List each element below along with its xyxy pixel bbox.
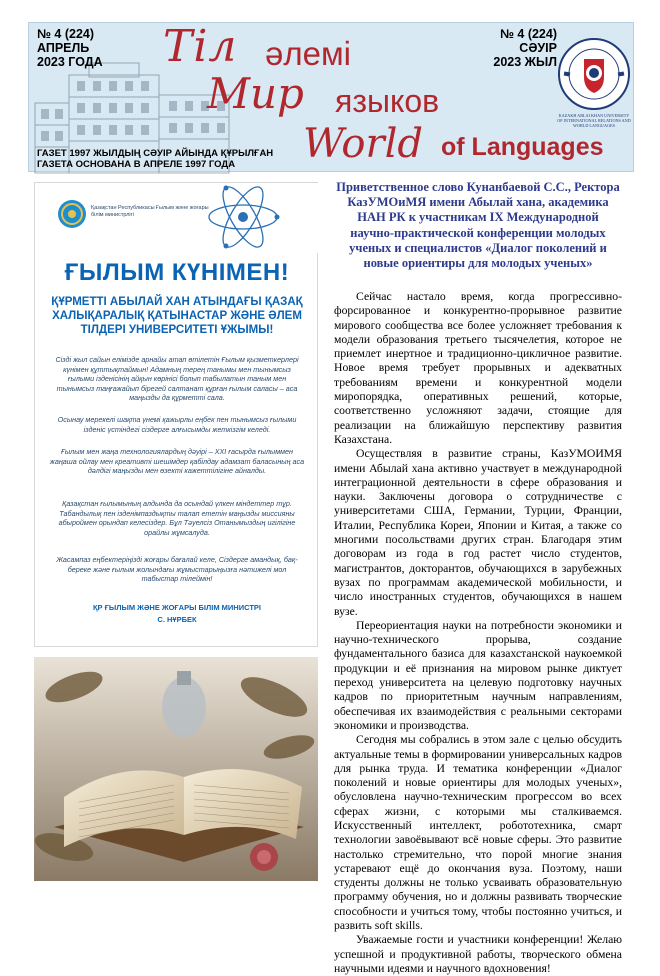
university-seal-logo [557,37,631,133]
poster-paragraph: Қазақстан ғылымының алдында да осындай үлкен міндеттер тұр. Табандылық пен ізденімпаздықты талап ететін маңызды миссияны абыроймен орындап келесіздер. Бұл Тәуелсіз Отанымыздың игілігіне орайлы жұмсалуда. [58,499,296,537]
title-english: of Languages [441,133,604,161]
svg-text:KAZAKH ABLAI KHAN UNIVERSITY: KAZAKH ABLAI KHAN UNIVERSITY [558,113,630,118]
poster-signature-title: ҚР ҒЫЛЫМ ЖӘНЕ ЖОҒАРЫ БІЛІМ МИНИСТРІ [92,603,262,612]
svg-text:OF INTERNATIONAL RELATIONS AND: OF INTERNATIONAL RELATIONS AND [557,118,631,123]
open-book-photo [34,657,318,881]
poster-paragraph: Ғылым мен жаңа технологиялардың дәуірі – XXI ғасырда ғылыммен жаңаша ойлау мен креативті шешімдер қабілдау адамзат баласының аса дәлдігі маңызды мен өзекті кажеттілігіне айналды. [49,447,305,475]
kazakhstan-emblem-icon [57,199,87,229]
article-paragraph: Уважаемые гости и участники конференции! Желаю успешной и продуктивной работы, творческого обмена научными идеями и научного вдохновения! [334,933,622,975]
title-english-script: World [303,121,423,167]
issue-year: 2023 ГОДА [37,55,103,69]
article-body [334,290,622,976]
poster-signature-name: С. НҰРБЕК [157,615,197,624]
poster-subheadline: ҚҰРМЕТТІ АБЫЛАЙ ХАН АТЫНДАҒЫ ҚАЗАҚ ХАЛЫҚАРАЛЫҚ ҚАТЫНАСТАР ЖӘНЕ ӘЛЕМ ТІЛДЕРІ УНИВЕРСИТЕТІ ҰЖЫМЫ! [51,296,303,336]
title-russian-script: Мир [207,69,304,118]
founding-note [37,148,273,170]
poster-paragraph: Осынау мерекелі шақта үнемі қажырлы еңбек пен тынымсыз ғылыми ізденіс үстіндегі сіздерге алғысымды жеткізгім келеді. [57,415,297,434]
issue-info-right [465,27,557,69]
masthead [28,22,634,172]
article-paragraph: Сегодня мы собрались в этом зале с целью обсудить актуальные темы в формировании универсальных кадров для рынка труда. И тематика конференции «Диалог поколений и новые ориентиры для молодых ученых», обусловлена научно-техническим прогрессом во всех сферах жизни, с которыми мы сталкиваемся. Искусственный интеллект, робототехника, смарт технологии завоёвывают всё новые сферы. Это развитие настолько стремительно, что порой многие знания устаревают ещё до окончания вуза. Поэтому, наши студенты должны не только усваивать образовательную программу обучения, но и должны развивать творческие способности и учиться тому, чтобы постоянно учиться, и развить soft skills. [334,733,622,933]
title-kazakh-script: Тіл [163,21,238,72]
article-paragraph: Осуществляя в развитие страны, КазУМОИМЯ имени Абылай хана активно участвует в международной интеграционной деятельности в сфере образования и науки. Заключены договора о сотрудничестве с университетами США, Германии, Турции, Франции, Италии, Республика Кореи, Японии и Китая, а также со многими посольствами других стран. Благодаря этим договорам из года в год растет число студентов, магистрантов, докторантов, обучающихся в зарубежных вузах по программам академической мобильности, и число иностранных студентов, обучающихся в нашем вузе. [334,447,622,618]
issue-info-left [37,27,103,69]
poster-headline: ҒЫЛЫМ КҮНІМЕН! [64,259,290,286]
issue-year-kz: 2023 ЖЫЛ [493,55,557,69]
founding-note-ru: ГАЗЕТА ОСНОВАНА В АПРЕЛЕ 1997 ГОДА [37,159,236,170]
poster-paragraph: Жасампаз еңбектеріңізді жоғары бағалай келе, Сіздерге амандық, бақ-береке және ғылым жолындағы жұмыстарыңызға нәтижелі мол табыстар тілеймін! [56,555,298,583]
issue-month: АПРЕЛЬ [37,41,90,55]
article-paragraph: Переориентация науки на потребности экономики и научно-технического прорыва, создание фундаментального базиса для казахстанской наукоемкой продукции и её признания на мировом рынке диктует переход университета на целевую подготовку научных кадров по приоритетным научным направлениям, обеспечивая их взаимодействия с реальными секторами экономики и производства. [334,618,622,732]
issue-number-kz: № 4 (224) [499,27,557,41]
founding-note-kz: ГАЗЕТ 1997 ЖЫЛДЫҢ СӘУІР АЙЫНДА ҚҰРЫЛҒАН [37,148,274,159]
title-russian: языков [335,83,440,119]
issue-month-kz: СӘУІР [519,41,557,55]
article-paragraph: Сейчас настало время, когда прогрессивно-форсированное и конкурентно-прорывное развитие мирового сообщества все более усложняет требования к модели образования третьего тысячелетия, которое не приемлет инертное и традиционно-цикличное развитие. Новое время требует прорывных и адекватных требованиям времени и конкурентной модели миропорядка, оперативных решений, которые, соответственно усложняют задачи, стоящие для реализации на ближайшую перспективу развития Казахстана. [334,290,622,446]
article-title: Приветственное слово Кунанбаевой С.С., Ректора КазУМОиМЯ имени Абылай хана, академика НАН РК к участникам IX Международной научно-практической конференции молодых ученых и специалистов «Диалог поколений и новые ориентиры для молодых ученых» [336,180,620,271]
ministry-label: Қазақстан Республикасы Ғылым және жоғары білім министрлігі [91,205,209,218]
poster-paragraph: Сізді жыл сайын елімізде арнайы атап өтілетін Ғылым қызметкерлері күнімен құттықтаймын! Адамның терең танымы мен тынымсыз ғылыми ізденісінің айқын көрінісі болып табылатын таным мен тынымсыз таңғажайып бірегей салтанат құрған ғылым саласы – аса маңызды да құрметті сала. [55,355,299,402]
science-day-poster [34,182,318,647]
title-kazakh: әлемі [265,35,351,72]
issue-number: № 4 (224) [37,27,95,41]
svg-text:WORLD LANGUAGES: WORLD LANGUAGES [573,123,615,128]
